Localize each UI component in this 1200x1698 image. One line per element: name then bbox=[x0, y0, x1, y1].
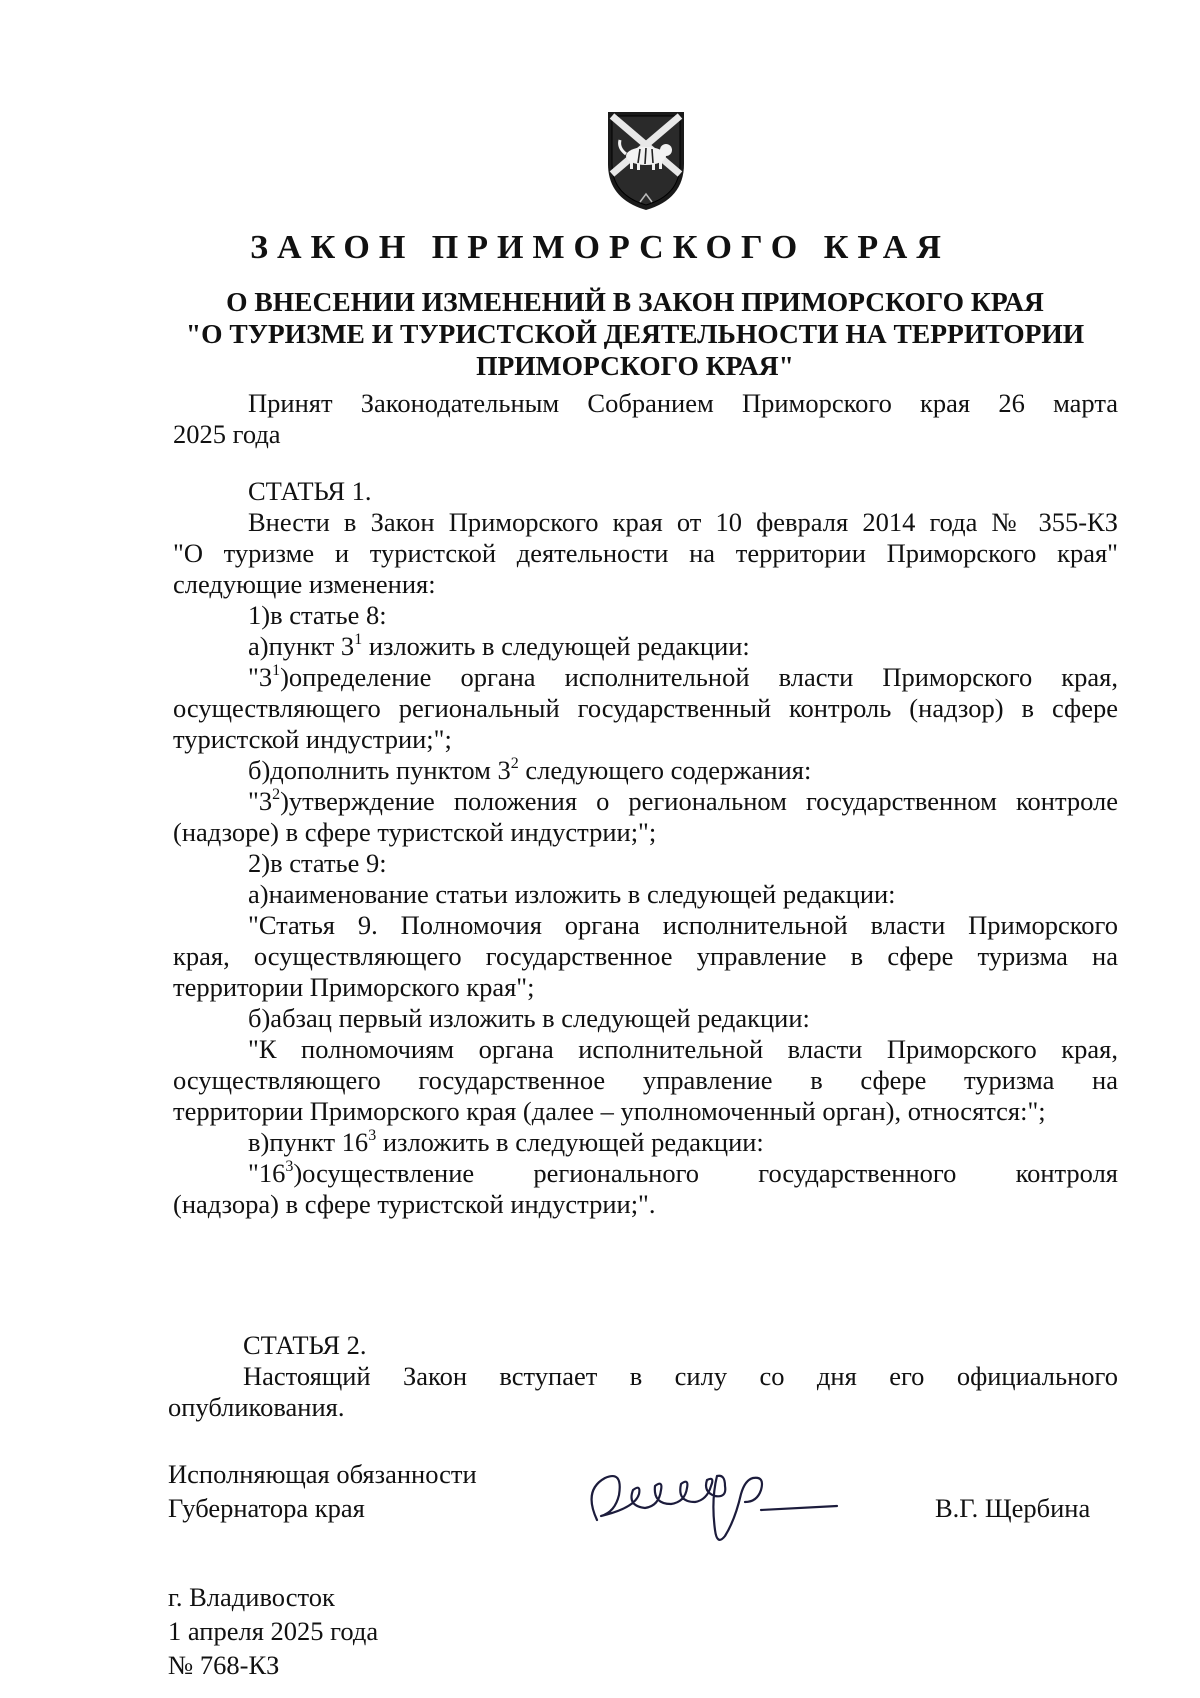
quote-line: туристской индустрии;"; bbox=[173, 724, 452, 754]
quote-line: "$3^1)определение$ органа исполнительной власти Приморского края, bbox=[248, 662, 1118, 692]
quote-line: территории Приморского края (далее – уполномоченный орган), относятся:"; bbox=[173, 1096, 1046, 1126]
quote-line: территории Приморского края"; bbox=[173, 972, 535, 1002]
quote-line: "$3^2)утверждение$ положения о региональном государственном контроле bbox=[248, 786, 1118, 816]
paragraph-line: Внести в Закон Приморского края от 10 февраля 2014 года № 355-КЗ bbox=[248, 507, 1118, 537]
quote-line: "$16^3)осуществление$ регионального государственного контроля bbox=[248, 1158, 1118, 1188]
article-heading: СТАТЬЯ 2. bbox=[243, 1330, 367, 1360]
quote-line: осуществляющего государственное управление в сфере туризма на bbox=[173, 1065, 1118, 1095]
position-line: Губернатора края bbox=[168, 1493, 365, 1523]
list-item: в)пункт $16^3$ изложить в следующей редакции: bbox=[248, 1127, 764, 1157]
document-footer bbox=[168, 1580, 378, 1682]
article-1 bbox=[173, 476, 1118, 1220]
position-line: Исполняющая обязанности bbox=[168, 1459, 477, 1489]
paragraph-line: Настоящий Закон вступает в силу со дня его официального bbox=[243, 1361, 1118, 1391]
list-item: а)пункт $3^1$ изложить в следующей редакции: bbox=[248, 631, 750, 661]
list-item: б)абзац первый изложить в следующей редакции: bbox=[248, 1003, 810, 1033]
list-item: 2)в статье 9: bbox=[248, 848, 387, 878]
adoption-line: 2025 года bbox=[173, 419, 281, 449]
handwritten-signature bbox=[575, 1450, 865, 1560]
subtitle-line: О ВНЕСЕНИИ ИЗМЕНЕНИЙ В ЗАКОН ПРИМОРСКОГО КРАЯ bbox=[226, 286, 1044, 317]
law-title: ЗАКОН ПРИМОРСКОГО КРАЯ bbox=[250, 229, 950, 266]
primorsky-krai-coat-of-arms-icon bbox=[604, 104, 688, 214]
law-subtitle bbox=[150, 286, 1120, 382]
signer-name: В.Г. Щербина bbox=[935, 1493, 1091, 1523]
quote-line: (надзоре) в сфере туристской индустрии;"; bbox=[173, 817, 657, 847]
quote-line: "Статья 9. Полномочия органа исполнительной власти Приморского bbox=[248, 910, 1118, 940]
quote-line: "К полномочиям органа исполнительной власти Приморского края, bbox=[248, 1034, 1118, 1064]
adoption-note bbox=[173, 388, 1118, 450]
list-item: а)наименование статьи изложить в следующей редакции: bbox=[248, 879, 896, 909]
adoption-line: Принят Законодательным Собранием Приморского края 26 марта bbox=[248, 388, 1118, 418]
paragraph-line: следующие изменения: bbox=[173, 569, 436, 599]
quote-line: края, осуществляющего государственное управление в сфере туризма на bbox=[173, 941, 1118, 971]
paragraph-line: "О туризме и туристской деятельности на территории Приморского края" bbox=[173, 538, 1118, 568]
signatory-position bbox=[168, 1457, 477, 1525]
subtitle-line: "О ТУРИЗМЕ И ТУРИСТСКОЙ ДЕЯТЕЛЬНОСТИ НА ТЕРРИТОРИИ bbox=[185, 318, 1085, 349]
article-2 bbox=[168, 1330, 1118, 1423]
city: г. Владивосток bbox=[168, 1582, 335, 1612]
law-number: № 768-КЗ bbox=[168, 1650, 280, 1680]
quote-line: осуществляющего региональный государственный контроль (надзор) в сфере bbox=[173, 693, 1118, 723]
date: 1 апреля 2025 года bbox=[168, 1616, 379, 1646]
subtitle-line: ПРИМОРСКОГО КРАЯ" bbox=[476, 350, 794, 381]
list-item: 1)в статье 8: bbox=[248, 600, 387, 630]
list-item: б)дополнить пунктом $3^2$ следующего содержания: bbox=[248, 755, 812, 785]
article-heading: СТАТЬЯ 1. bbox=[248, 476, 372, 506]
paragraph-line: опубликования. bbox=[168, 1392, 345, 1422]
quote-line: (надзора) в сфере туристской индустрии;". bbox=[173, 1189, 656, 1219]
